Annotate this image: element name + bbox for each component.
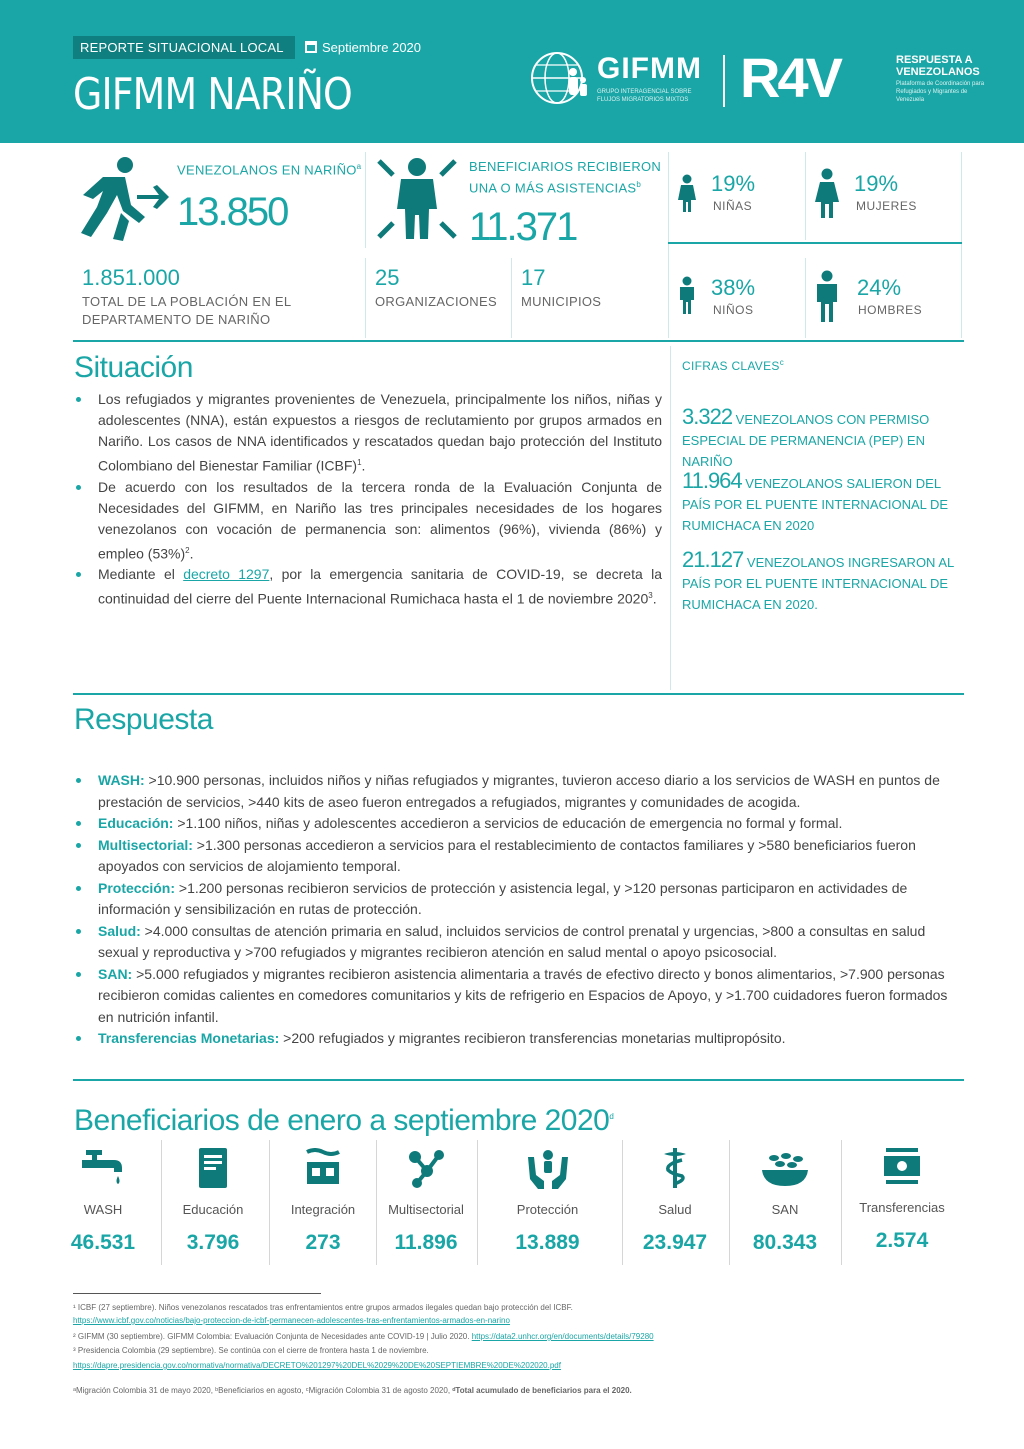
integration-icon: [303, 1148, 343, 1188]
list-item: Los refugiados y migrantes provenientes de Venezuela, principalmente los niños, niñas y adolescentes (NNA), están expuestos a riesgos de reclutamiento por grupos armados en Nariño. Los casos de NNA identificados y rescatados quedan bajo protección del Instituto Colombiano del Bienestar Familiar (ICBF)$^1$.: [73, 389, 662, 477]
municipios-label: MUNICIPIOS: [521, 294, 602, 309]
sector-educacion: Educación 3.796: [172, 1146, 254, 1256]
divider: [729, 1140, 730, 1265]
pct-hombres: 24%: [857, 275, 902, 300]
r4v-tagline: RESPUESTA A VENEZOLANOS: [896, 54, 980, 78]
poblacion-label: TOTAL DE LA POBLACIÓN EN EL DEPARTAMENTO DE NARIÑO: [82, 294, 292, 327]
beneficiarios-label: BENEFICIARIOS RECIBIERON UNA O MÁS ASISTENCIAS$^b$: [469, 159, 662, 196]
person-rays-icon: [373, 153, 461, 241]
situacion-title: Situación: [74, 351, 193, 384]
boy-icon: [676, 276, 698, 314]
divider: [668, 242, 962, 244]
list-item: WASH: >10.900 personas, incluidos niños y niñas refugiados y migrantes, tuvieron acceso diario a los servicios de WASH en puntos de prestación de servicios, >440 kits de aseo fueron entregados a refugiados, migrantes y comunidades de acogida.: [73, 770, 966, 813]
footnote-3-link[interactable]: https://dapre.presidencia.gov.co/normativa/normativa/DECRETO%201297%20DEL%2029%20DE%20SEPTIEMBRE%20DE%202020.pdf: [73, 1361, 561, 1370]
pct-mujeres: 19%: [854, 171, 899, 196]
sector-san: SAN 80.343: [744, 1146, 826, 1256]
sector-integracion: Integración 273: [280, 1146, 366, 1256]
organizaciones-value: 25: [375, 265, 400, 290]
beneficiarios-value: 11.371: [469, 205, 577, 249]
footnote-1: ¹ ICBF (27 septiembre). Niños venezolanos rescatados tras enfrentamientos entre grupos armados ilegales quedan bajo protección del ICBF.: [73, 1303, 573, 1312]
footnote-2: ² GIFMM (30 septiembre). GIFMM Colombia: Evaluación Conjunta de Necesidades ante COVID-19 | Julio 2020. https://data2.unhcr.org/en/documents/details/79280: [73, 1332, 654, 1341]
caduceus-icon: [660, 1146, 690, 1190]
sector-wash: WASH 46.531: [62, 1146, 144, 1256]
divider: [511, 258, 512, 338]
woman-icon: [814, 168, 840, 218]
pct-ninos: 38%: [711, 275, 756, 300]
list-item: SAN: >5.000 refugiados y migrantes recibieron asistencia alimentaria a través de efectivo directo y bonos alimentarios, >7.900 personas recibieron comidas calientes en comedores comunitarios y kits de refrigerio en Espacios de Apoyo, y >1.700 cuidadores fueron formados en nutrición infantil.: [73, 964, 966, 1029]
list-item: Transferencias Monetarias: >200 refugiados y migrantes recibieron transferencias monetarias multipropósito.: [73, 1028, 966, 1050]
footnote-rule: [73, 1293, 321, 1294]
walking-person-arrow-icon: [73, 155, 169, 243]
list-item: Educación: >1.100 niños, niñas y adolescentes accedieron a servicios de educación de emergencia no formal y formal.: [73, 813, 966, 835]
food-bowl-icon: [760, 1148, 810, 1188]
faucet-icon: [80, 1146, 126, 1190]
label-ninas: NIÑAS: [713, 199, 753, 213]
poblacion-value: 1.851.000: [82, 265, 180, 290]
network-icon: [405, 1147, 447, 1189]
calendar-icon: [305, 41, 317, 53]
gifmm-wordmark: GIFMM: [597, 52, 702, 85]
list-item: De acuerdo con los resultados de la tercera ronda de la Evaluación Conjunta de Necesidades del GIFMM, en Nariño las tres principales necesidades de los hogares venezolanos con vocación de permanencia son: alimentos (96%), vivienda (86%) y empleo $(53\%)^2$.: [73, 477, 662, 565]
globe-people-icon: [527, 50, 591, 108]
report-type-label: REPORTE SITUACIONAL LOCAL: [73, 36, 295, 59]
respuesta-list: [73, 770, 966, 1050]
page-title: GIFMM NARIÑO: [73, 69, 352, 120]
municipios-value: 17: [521, 265, 546, 290]
divider: [269, 1140, 270, 1265]
gifmm-logo: [527, 50, 707, 110]
organizaciones-label: ORGANIZACIONES: [375, 294, 497, 309]
divider: [805, 258, 806, 338]
situacion-list: [73, 389, 662, 610]
list-item: Protección: >1.200 personas recibieron servicios de protección y asistencia legal, y >120 personas participaron en actividades de información y sensibilización en rutas de protección.: [73, 878, 966, 921]
divider: [805, 152, 806, 240]
gifmm-subtitle: GRUPO INTERAGENCIAL SOBRE FLUJOS MIGRATORIOS MIXTOS: [597, 89, 692, 103]
venezolanos-value: 13.850: [177, 190, 288, 234]
label-hombres: HOMBRES: [858, 303, 923, 317]
divider: [376, 1140, 377, 1265]
footnote-3: ³ Presidencia Colombia (29 septiembre). Se continúa con el cierre de frontera hasta 1 de noviembre.: [73, 1346, 429, 1355]
sector-transferencias: Transferencias 2.574: [850, 1144, 954, 1254]
section-divider: [73, 340, 964, 342]
footnote-2-link[interactable]: https://data2.unhcr.org/en/documents/details/79280: [471, 1332, 654, 1341]
sector-salud: Salud 23.947: [634, 1146, 716, 1256]
r4v-subtitle: Plataforma de Coordinación para Refugiados y Migrantes de Venezuela: [896, 81, 985, 103]
divider: [161, 1140, 162, 1265]
divider: [961, 152, 962, 338]
header-banner: [0, 0, 1024, 143]
list-item: Mediante el decreto 1297, por la emergencia sanitaria de COVID-19, se decreta la continuidad del cierre del Puente Internacional Rumichaca hasta el 1 de noviembre 2020$^3$.: [73, 564, 662, 610]
logo-divider: [723, 55, 725, 107]
man-icon: [814, 270, 840, 322]
footnote-sources: ᵃMigración Colombia 31 de mayo 2020, ᵇBeneficiarios en agosto, ᶜMigración Colombia 31 de agosto 2020, ᵈTotal acumulado de beneficiarios para el 2020.: [73, 1386, 632, 1395]
list-item: Multisectorial: >1.300 personas accedieron a servicios para el restablecimiento de contactos familiares y >580 beneficiarios fueron apoyados con servicios de alojamiento temporal.: [73, 835, 966, 878]
list-item: Salud: >4.000 consultas de atención primaria en salud, incluidos servicios de control prenatal y urgencias, >800 a consultas en salud sexual y reproductiva y >700 refugiados y migrantes recibieron atención en salud mental o apoyo psicosocial.: [73, 921, 966, 964]
pct-ninas: 19%: [711, 171, 756, 196]
cifra-pep: 3.322 VENEZOLANOS CON PERMISO ESPECIAL DE PERMANENCIA (PEP) EN NARIÑO: [682, 404, 930, 469]
cifra-salieron: 11.964 VENEZOLANOS SALIERON DEL PAÍS POR EL PUENTE INTERNACIONAL DE RUMICHACA EN 2020: [682, 468, 949, 533]
divider: [841, 1140, 842, 1265]
divider: [622, 1140, 623, 1265]
divider: [365, 152, 366, 248]
protection-hands-icon: [526, 1147, 570, 1189]
respuesta-title: Respuesta: [74, 703, 213, 736]
section-divider: [73, 693, 964, 695]
label-mujeres: MUJERES: [856, 199, 917, 213]
book-icon: [196, 1147, 230, 1189]
r4v-logo: R4V: [740, 46, 840, 109]
sector-proteccion: Protección 13.889: [500, 1146, 595, 1256]
cifras-claves-title: CIFRAS CLAVES$^c$: [682, 358, 785, 373]
decreto-link[interactable]: decreto 1297: [183, 566, 270, 583]
cash-icon: [880, 1146, 924, 1186]
beneficiarios-title: Beneficiarios de enero a septiembre 2020$^d$: [74, 1104, 614, 1137]
divider: [668, 152, 669, 338]
label-ninos: NIÑOS: [713, 303, 754, 317]
report-date: Septiembre 2020: [305, 36, 421, 59]
cifra-ingresaron: 21.127 VENEZOLANOS INGRESARON AL PAÍS POR EL PUENTE INTERNACIONAL DE RUMICHACA EN 2020.: [682, 547, 954, 612]
divider: [477, 1140, 478, 1265]
divider: [670, 346, 671, 690]
divider: [365, 258, 366, 338]
footnote-1-link[interactable]: https://www.icbf.gov.co/noticias/bajo-proteccion-de-icbf-permanecen-adolescentes-tras-enfrentamientos-armados-en-narino: [73, 1316, 510, 1325]
girl-icon: [676, 174, 698, 212]
section-divider: [73, 1079, 964, 1081]
sector-multisectorial: Multisectorial 11.896: [380, 1146, 472, 1256]
venezolanos-label: VENEZOLANOS EN NARIÑO$^a$: [177, 162, 362, 178]
